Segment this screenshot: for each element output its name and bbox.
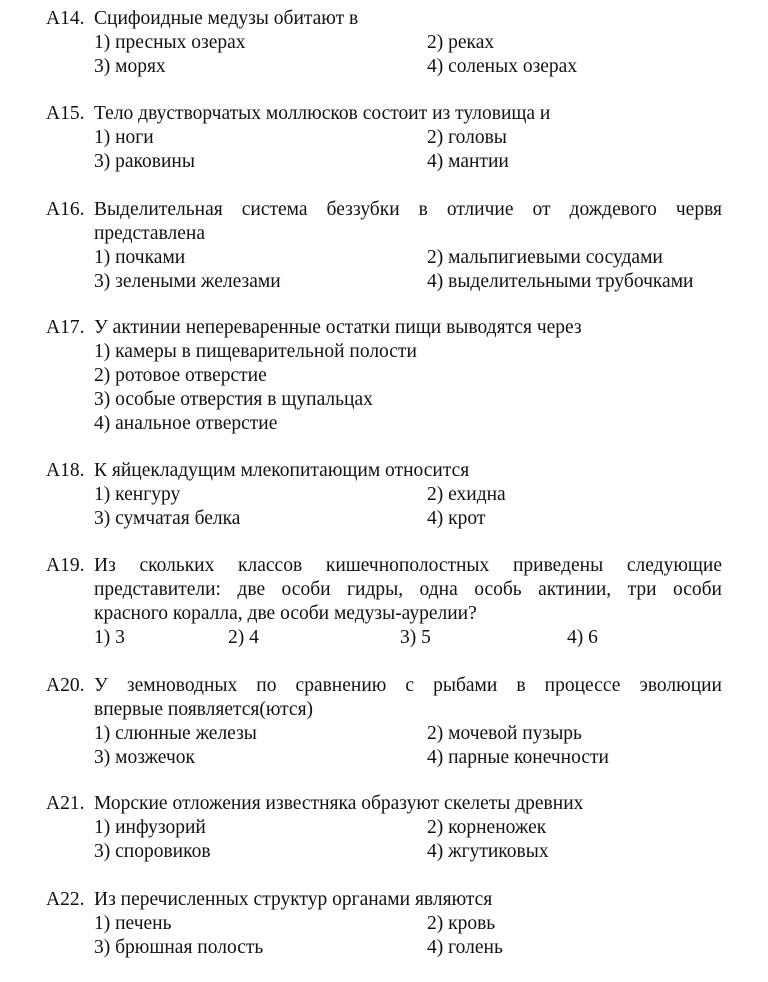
question-a17 [46,316,722,436]
question-a18 [46,459,722,531]
answer-option: 4) 6 [567,627,598,648]
answer-option: 2) мальпигиевыми сосудами [427,247,663,268]
answer-option: 2) головы [427,127,507,148]
question-text: Тело двустворчатых моллюсков состоит из туловища и [94,103,551,124]
answer-option: 4) голень [427,937,503,958]
question-text: Из перечисленных структур органами являются [94,889,493,910]
answer-option: 4) мантии [427,151,509,172]
answer-option: 3) споровиков [94,841,211,862]
answer-option: 4) жгутиковых [427,841,549,862]
answer-option: 1) камеры в пищеварительной полости [94,341,417,362]
question-a15 [46,102,722,174]
question-number: А15. [46,103,85,124]
answer-option: 1) 3 [94,627,125,648]
answer-option: 3) сумчатая белка [94,508,241,529]
answer-option: 1) инфузорий [94,817,206,838]
question-number: А19. [46,555,85,576]
answer-option: 3) особые отверстия в щупальцах [94,389,373,410]
answer-option: 2) кровь [427,913,496,934]
question-number: А20. [46,675,85,696]
question-a14 [46,7,722,79]
answer-option: 1) слюнные железы [94,723,257,744]
question-number: А17. [46,317,85,338]
answer-option: 2) мочевой пузырь [427,723,582,744]
question-number: А16. [46,199,85,220]
question-text: Из скольких классов кишечнополостных приведены следующие [94,555,722,576]
question-a21 [46,792,722,864]
answer-option: 2) ехидна [427,484,506,505]
question-a19 [46,554,722,650]
answer-option: 4) крот [427,508,486,529]
answer-option: 1) печень [94,913,172,934]
answer-option: 1) пресных озерах [94,32,246,53]
answer-option: 1) ноги [94,127,154,148]
question-text: Сцифоидные медузы обитают в [94,8,359,29]
question-a22 [46,888,722,960]
answer-option: 4) выделительными трубочками [427,271,694,292]
answer-option: 4) анальное отверстие [94,413,278,434]
question-text: Выделительная система беззубки в отличие от дождевого червя [94,199,722,220]
answer-option: 2) 4 [228,627,259,648]
question-number: А18. [46,460,85,481]
answer-option: 2) реках [427,32,495,53]
question-a16 [46,198,722,294]
answer-option: 3) зелеными железами [94,271,281,292]
question-text: впервые появляется(ются) [94,699,314,720]
answer-option: 3) раковины [94,151,195,172]
answer-option: 3) мозжечок [94,747,195,768]
question-text: У актинии непереваренные остатки пищи выводятся через [94,317,582,338]
answer-option: 3) морях [94,56,166,77]
answer-option: 1) почками [94,247,186,268]
question-a20 [46,674,722,770]
question-number: А14. [46,8,85,29]
question-number: А22. [46,889,85,910]
answer-option: 2) ротовое отверстие [94,365,267,386]
question-text: представлена [94,223,206,244]
question-text: У земноводных по сравнению с рыбами в процессе эволюции [94,675,722,696]
answer-option: 3) 5 [400,627,431,648]
answer-option: 3) брюшная полость [94,937,264,958]
question-text: Морские отложения известняка образуют скелеты древних [94,793,584,814]
answer-option: 4) парные конечности [427,747,609,768]
answer-option: 2) корненожек [427,817,547,838]
question-text: К яйцекладущим млекопитающим относится [94,460,470,481]
question-text: красного коралла, две особи медузы-аурелии? [94,603,477,624]
question-number: А21. [46,793,85,814]
answer-option: 1) кенгуру [94,484,181,505]
answer-option: 4) соленых озерах [427,56,578,77]
question-text: представители: две особи гидры, одна особь актинии, три особи [94,579,722,600]
